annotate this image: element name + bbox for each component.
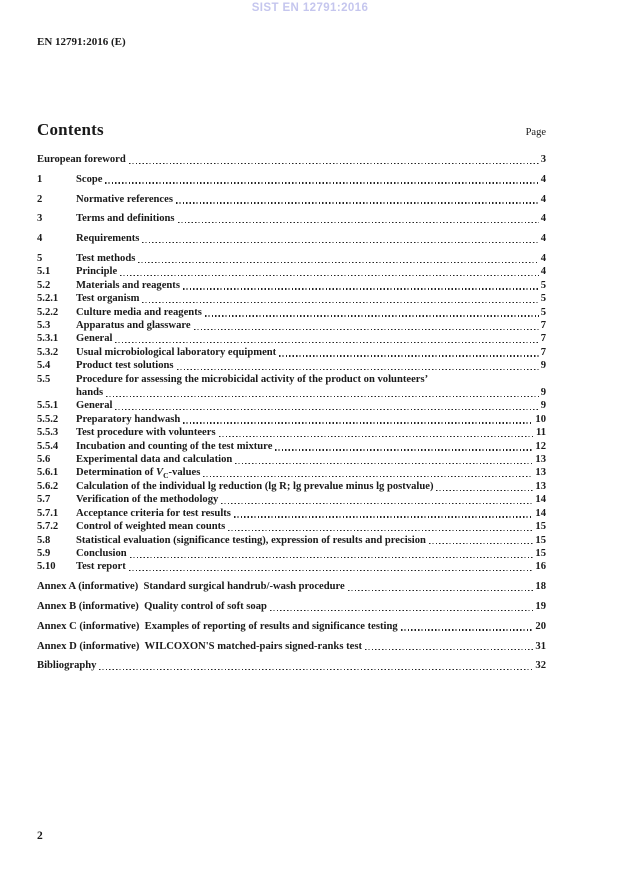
toc-entry-title: Terms and definitions: [76, 213, 175, 225]
footer-page-number: 2: [37, 830, 43, 842]
toc-entry-line: [37, 480, 546, 493]
toc-entry-number: 5.7.1: [37, 507, 59, 519]
dot-leader: [129, 163, 539, 164]
toc-entry-title: Conclusion: [76, 547, 127, 559]
toc-entry: [37, 600, 546, 613]
toc-entry: [37, 520, 546, 533]
dot-leader: [176, 202, 539, 203]
toc-entry-number: 5.2: [37, 279, 51, 291]
toc-entry-line: [37, 306, 546, 319]
dot-leader: [219, 436, 534, 437]
toc-entry: [37, 306, 546, 319]
toc-entry-line: [37, 373, 546, 386]
toc-entry-page: 14: [535, 507, 546, 519]
toc-entry: [37, 659, 546, 672]
dot-leader: [365, 649, 533, 650]
toc-entry: [37, 265, 546, 278]
toc-entry-page: 4: [540, 213, 546, 225]
toc-entry-line: [37, 279, 546, 292]
toc-entry-page: 5: [540, 279, 546, 291]
toc-entry-title: Bibliography: [37, 660, 97, 672]
toc-entry-page: 19: [535, 600, 546, 612]
toc-entry: [37, 466, 546, 479]
toc-entry-line: [37, 440, 546, 453]
toc-entry-title: Verification of the methodology: [76, 494, 219, 506]
contents-header: [37, 120, 546, 140]
toc-entry-number: 5.3: [37, 320, 51, 332]
dot-leader: [130, 557, 534, 558]
dot-leader: [138, 262, 538, 263]
toc-entry: [37, 319, 546, 332]
toc-entry: [37, 193, 546, 206]
toc-entry-page: 32: [535, 660, 546, 672]
toc-entry-page: 31: [535, 640, 546, 652]
toc-entry-number: 5.7.2: [37, 521, 59, 533]
toc-entry-number: 5.5: [37, 373, 51, 385]
toc-entry-line: [37, 399, 546, 412]
toc-entry-title: Normative references: [76, 193, 173, 205]
toc-entry-line: [37, 600, 546, 613]
toc-entry-page: 13: [535, 480, 546, 492]
toc-entry-title: Usual microbiological laboratory equipment: [76, 346, 277, 358]
toc-entry-page: 9: [540, 387, 546, 399]
dot-leader: [205, 315, 539, 316]
dot-leader: [129, 570, 534, 571]
toc-entry-number: 5.2.1: [37, 293, 59, 305]
toc-entry-number: 2: [37, 193, 43, 205]
toc-entry-title: Annex C (informative) Examples of reporting of results and significance testing: [37, 620, 398, 632]
toc-entry: [37, 359, 546, 372]
toc-entry-title: Test methods: [76, 252, 136, 264]
dot-leader: [203, 476, 533, 477]
toc-entry-number: 5.4: [37, 360, 51, 372]
toc-entry: [37, 534, 546, 547]
toc-entry-line: [37, 659, 546, 672]
toc-entry-page: 13: [535, 467, 546, 479]
toc-entry-line: [37, 232, 546, 245]
toc-entry-number: 5.10: [37, 561, 56, 573]
dot-leader: [115, 409, 538, 410]
toc-entry: [37, 332, 546, 345]
dot-leader: [142, 242, 538, 243]
toc-entry-page: 3: [540, 154, 546, 165]
toc-entry-line: [37, 413, 546, 426]
toc-entry-title-continued: hands: [76, 387, 104, 399]
toc-entry-line: [37, 453, 546, 466]
toc-entry-number: 5.5.4: [37, 440, 59, 452]
toc-entry-page: 10: [535, 413, 546, 425]
toc-entry-title: Experimental data and calculation: [76, 454, 233, 466]
toc-entry-line: [37, 252, 546, 265]
toc-title-fragment: V: [156, 467, 164, 479]
toc-entry-line: [37, 580, 546, 593]
toc-entry-page: 5: [540, 293, 546, 305]
toc-entry: [37, 426, 546, 439]
toc-title-fragment: Determination of: [76, 467, 157, 479]
toc-entry-page: 4: [540, 252, 546, 264]
dot-leader: [183, 288, 539, 289]
toc-entry-line: [37, 212, 546, 225]
toc-entry-page: 13: [535, 454, 546, 466]
toc-entry: [37, 620, 546, 633]
toc-entry-page: 4: [540, 193, 546, 205]
toc-entry-title: Materials and reagents: [76, 279, 180, 291]
toc-entry-title: Control of weighted mean counts: [76, 521, 226, 533]
toc-entry-line: [37, 332, 546, 345]
dot-leader: [177, 369, 539, 370]
toc-entry-number: 4: [37, 233, 43, 245]
toc-entry: [37, 493, 546, 506]
toc-entry-page: 5: [540, 306, 546, 318]
toc-entry-number: 5.7: [37, 494, 51, 506]
toc-entry-title: European foreword: [37, 154, 126, 165]
table-of-contents: [37, 120, 546, 673]
toc-entry-line: [37, 426, 546, 439]
toc-entry-title: Annex B (informative) Quality control of soft soap: [37, 600, 267, 612]
dot-leader: [235, 463, 533, 464]
dot-leader: [194, 329, 539, 330]
toc-entry-line: [37, 265, 546, 278]
toc-entry: [37, 373, 546, 400]
toc-entry-page: 7: [540, 333, 546, 345]
toc-entry: [37, 413, 546, 426]
dot-leader: [178, 222, 539, 223]
toc-entry-title: Statistical evaluation (significance testing), expression of results and precision: [76, 534, 426, 546]
dot-leader: [234, 516, 533, 517]
toc-entry-page: 4: [540, 266, 546, 278]
document-reference: EN 12791:2016 (E): [37, 36, 126, 48]
toc-entry-title: Acceptance criteria for test results: [76, 507, 231, 519]
toc-entry-page: 12: [535, 440, 546, 452]
toc-entry: [37, 580, 546, 593]
toc-entry-line: [37, 359, 546, 372]
toc-entry-page: 7: [540, 346, 546, 358]
contents-title: Contents: [37, 120, 104, 139]
toc-entry-number: 1: [37, 173, 43, 185]
toc-entry: [37, 507, 546, 520]
dot-leader: [228, 530, 533, 531]
toc-title-fragment: -values: [168, 467, 201, 479]
toc-entry: [37, 399, 546, 412]
toc-entry-page: 15: [535, 534, 546, 546]
toc-entry: [37, 292, 546, 305]
toc-entry: [37, 453, 546, 466]
toc-entry-title: Preparatory handwash: [76, 413, 181, 425]
toc-entry-title: Annex D (informative) WILCOXON'S matched-pairs signed-ranks test: [37, 640, 362, 652]
toc-entry-line: [37, 520, 546, 533]
toc-entry: [37, 560, 546, 573]
toc-entry-number: 5.6.2: [37, 480, 59, 492]
toc-entry-number: 5.5.1: [37, 400, 59, 412]
toc-entry-number: 5.5.2: [37, 413, 59, 425]
toc-entry-title: Test procedure with volunteers: [76, 427, 216, 439]
toc-entry-line: [37, 292, 546, 305]
dot-leader: [105, 182, 538, 183]
toc-entry: [37, 153, 546, 166]
toc-entry-title: Annex A (informative) Standard surgical handrub/-wash procedure: [37, 581, 345, 593]
toc-entry: [37, 547, 546, 560]
toc-entry-number: 5.3.1: [37, 333, 59, 345]
toc-entry-page: 20: [535, 620, 546, 632]
toc-entry-title: Product test solutions: [76, 360, 174, 372]
toc-entry-line: [37, 560, 546, 573]
toc-entry-line: [37, 547, 546, 560]
toc-entry-list: [37, 153, 546, 673]
dot-leader: [429, 543, 534, 544]
dot-leader: [142, 302, 538, 303]
toc-entry-line: [37, 534, 546, 547]
toc-entry: [37, 640, 546, 653]
dot-leader: [436, 490, 533, 491]
toc-entry: [37, 440, 546, 453]
toc-entry-line: [37, 640, 546, 653]
toc-entry: [37, 346, 546, 359]
toc-entry: [37, 232, 546, 245]
toc-entry-title: Culture media and reagents: [76, 306, 202, 318]
toc-title-fragment: C: [163, 471, 169, 481]
toc-entry-line: [37, 153, 546, 166]
toc-entry-page: 15: [535, 547, 546, 559]
toc-entry-page: 4: [540, 173, 546, 185]
toc-entry-title: Principle: [76, 266, 118, 278]
dot-leader: [120, 275, 539, 276]
toc-entry-page: 9: [540, 400, 546, 412]
toc-entry-line: [37, 507, 546, 520]
toc-entry-page: 15: [535, 521, 546, 533]
toc-entry-number: 5.2.2: [37, 306, 59, 318]
toc-entry-number: 5: [37, 252, 43, 264]
toc-entry-number: 5.5.3: [37, 427, 59, 439]
dot-leader: [221, 503, 533, 504]
toc-entry-number: 3: [37, 213, 43, 225]
toc-entry-page: 4: [540, 233, 546, 245]
toc-entry-title: General: [76, 333, 113, 345]
toc-entry-line: [37, 620, 546, 633]
toc-entry: [37, 212, 546, 225]
toc-entry-title: Requirements: [76, 233, 140, 245]
toc-entry: [37, 252, 546, 265]
toc-entry-number: 5.9: [37, 547, 51, 559]
toc-entry-line: [37, 493, 546, 506]
toc-entry-title: Apparatus and glassware: [76, 320, 191, 332]
dot-leader: [270, 610, 533, 611]
dot-leader: [275, 449, 533, 450]
toc-entry-line: [37, 466, 546, 479]
toc-entry-title: Incubation and counting of the test mixture: [76, 440, 273, 452]
toc-entry-number: 5.6: [37, 454, 51, 466]
toc-entry: [37, 279, 546, 292]
toc-entry-wrap-line: [37, 386, 546, 399]
toc-entry-title: Test organism: [76, 293, 140, 305]
toc-entry-title: Test report: [76, 561, 126, 573]
dot-leader: [348, 590, 534, 591]
page-column-label: Page: [525, 127, 546, 138]
toc-entry-line: [37, 173, 546, 186]
dot-leader: [279, 355, 539, 356]
toc-entry-page: 18: [535, 581, 546, 593]
toc-entry-title: Calculation of the individual lg reduction (lg R; lg prevalue minus lg postvalue): [76, 480, 434, 492]
toc-entry: [37, 480, 546, 493]
toc-entry-number: 5.6.1: [37, 467, 59, 479]
toc-entry-title: General: [76, 400, 113, 412]
dot-leader: [106, 396, 539, 397]
toc-entry-page: 9: [540, 360, 546, 372]
toc-entry-line: [37, 319, 546, 332]
dot-leader: [183, 422, 533, 423]
toc-entry-line: [37, 193, 546, 206]
toc-entry-page: 16: [535, 561, 546, 573]
dot-leader: [115, 342, 538, 343]
toc-entry-number: 5.8: [37, 534, 51, 546]
toc-entry-page: 11: [535, 427, 546, 439]
toc-entry-title: Scope: [76, 173, 103, 185]
toc-entry-page: 7: [540, 320, 546, 332]
watermark-text: SIST EN 12791:2016: [251, 2, 369, 14]
toc-entry-title: [76, 466, 200, 479]
toc-entry-line: [37, 346, 546, 359]
toc-entry-number: 5.3.2: [37, 346, 59, 358]
dot-leader: [401, 629, 534, 630]
toc-entry-page: 14: [535, 494, 546, 506]
toc-entry: [37, 173, 546, 186]
toc-entry-number: 5.1: [37, 266, 51, 278]
toc-entry-title: Procedure for assessing the microbicidal activity of the product on volunteers’: [76, 373, 429, 385]
dot-leader: [99, 669, 533, 670]
